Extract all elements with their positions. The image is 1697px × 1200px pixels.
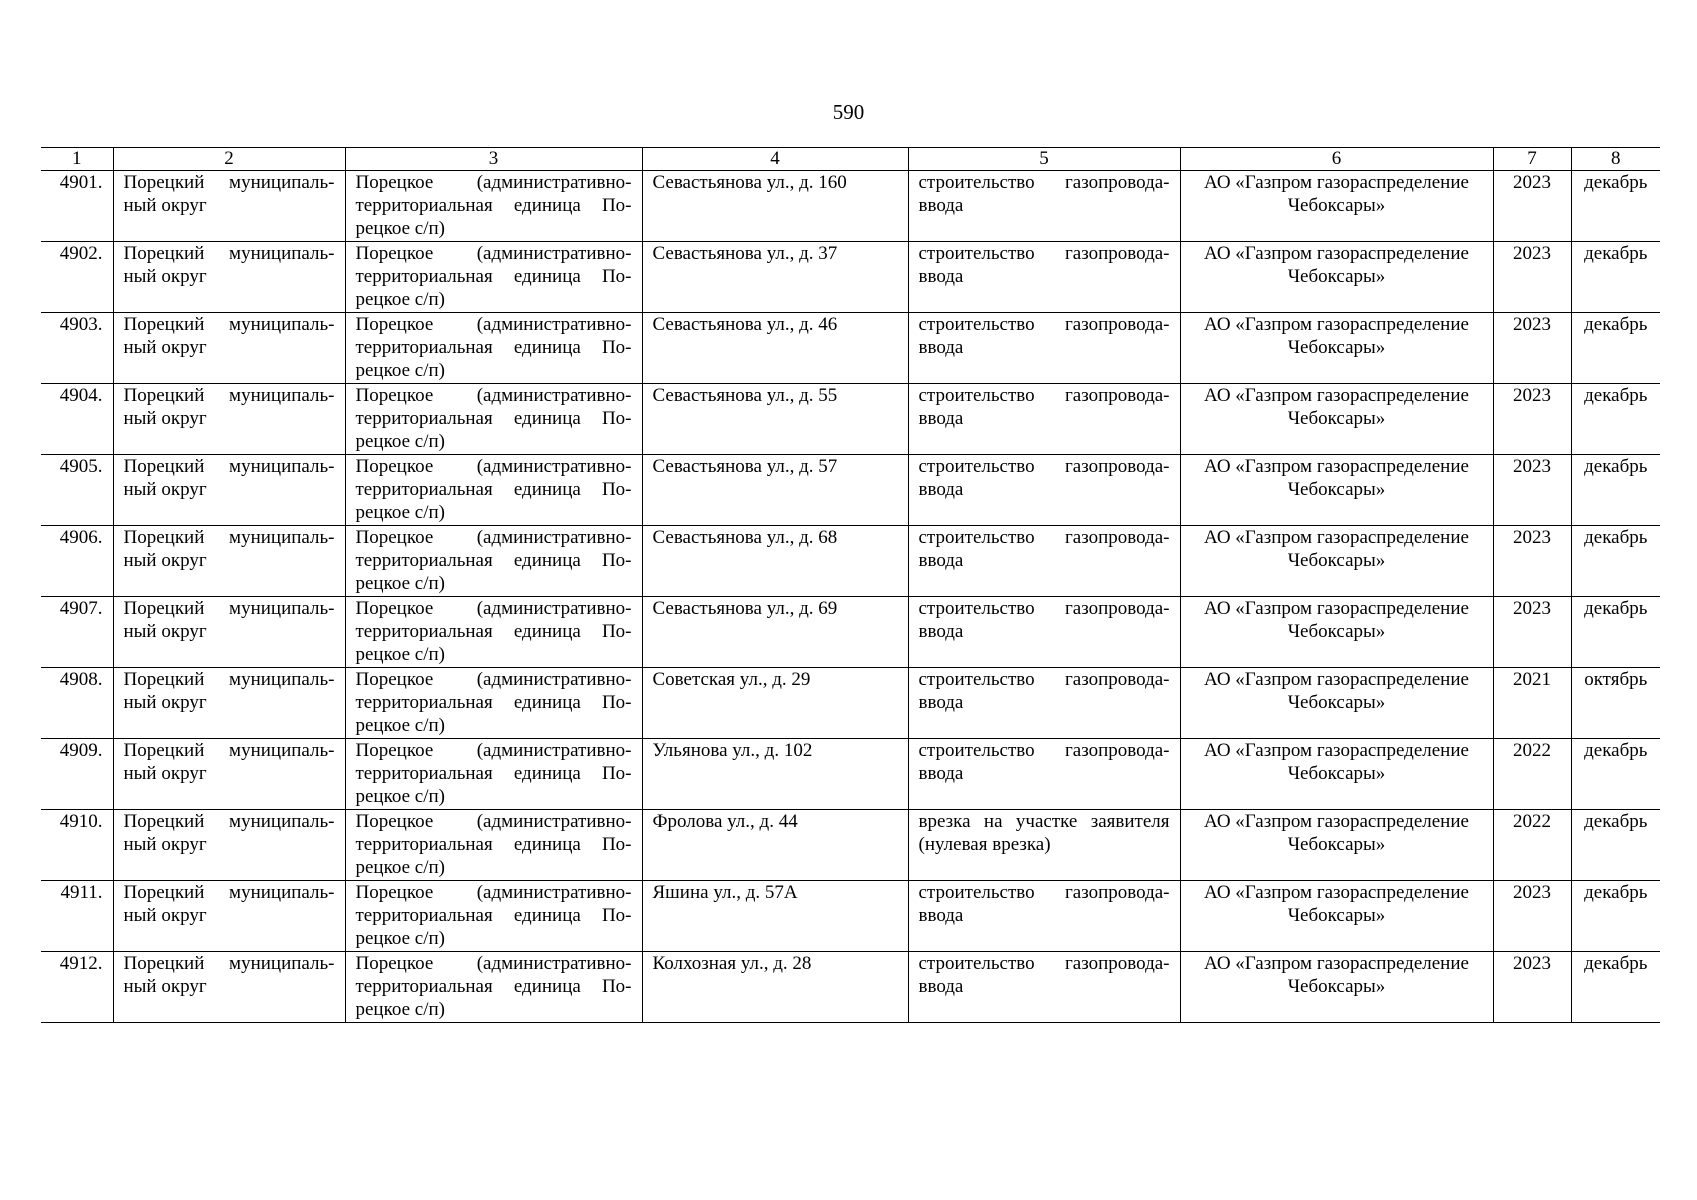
address-cell: Советская ул., д. 29 — [642, 668, 908, 739]
organization-cell: АО «Газпром газораспределение Чебоксары» — [1180, 810, 1493, 881]
month-cell: декабрь — [1571, 881, 1660, 952]
table-row — [41, 810, 1660, 881]
settlement-cell: Порецкое (административно-территориальная единица По-рецкое с/п) — [345, 597, 642, 668]
settlement-cell: Порецкое (административно-территориальная единица По-рецкое с/п) — [345, 668, 642, 739]
column-header: 1 — [41, 148, 113, 171]
settlement-cell: Порецкое (административно-территориальная единица По-рецкое с/п) — [345, 952, 642, 1023]
work-type-cell: строительство газопровода-ввода — [908, 668, 1180, 739]
month-cell: декабрь — [1571, 952, 1660, 1023]
table-body — [41, 171, 1660, 1023]
organization-cell: АО «Газпром газораспределение Чебоксары» — [1180, 313, 1493, 384]
settlement-cell: Порецкое (административно-территориальная единица По-рецкое с/п) — [345, 242, 642, 313]
work-type-cell: строительство газопровода-ввода — [908, 526, 1180, 597]
address-cell: Ульянова ул., д. 102 — [642, 739, 908, 810]
month-cell: октябрь — [1571, 668, 1660, 739]
settlement-cell: Порецкое (административно-территориальная единица По-рецкое с/п) — [345, 384, 642, 455]
work-type-cell: врезка на участке заявителя (нулевая врезка) — [908, 810, 1180, 881]
work-type-cell: строительство газопровода-ввода — [908, 242, 1180, 313]
work-type-cell: строительство газопровода-ввода — [908, 597, 1180, 668]
table-row — [41, 171, 1660, 242]
table-row — [41, 597, 1660, 668]
column-header: 6 — [1180, 148, 1493, 171]
row-number-cell: 4912. — [41, 952, 113, 1023]
work-type-cell: строительство газопровода-ввода — [908, 881, 1180, 952]
district-cell: Порецкий муниципаль-ный округ — [113, 881, 345, 952]
settlement-cell: Порецкое (административно-территориальная единица По-рецкое с/п) — [345, 171, 642, 242]
address-cell: Севастьянова ул., д. 160 — [642, 171, 908, 242]
month-cell: декабрь — [1571, 597, 1660, 668]
year-cell: 2023 — [1493, 242, 1571, 313]
district-cell: Порецкий муниципаль-ный округ — [113, 810, 345, 881]
row-number-cell: 4910. — [41, 810, 113, 881]
district-cell: Порецкий муниципаль-ный округ — [113, 739, 345, 810]
organization-cell: АО «Газпром газораспределение Чебоксары» — [1180, 455, 1493, 526]
organization-cell: АО «Газпром газораспределение Чебоксары» — [1180, 384, 1493, 455]
header-row — [41, 148, 1660, 171]
district-cell: Порецкий муниципаль-ный округ — [113, 455, 345, 526]
table-row — [41, 526, 1660, 597]
settlement-cell: Порецкое (административно-территориальная единица По-рецкое с/п) — [345, 739, 642, 810]
address-cell: Севастьянова ул., д. 55 — [642, 384, 908, 455]
year-cell: 2023 — [1493, 952, 1571, 1023]
month-cell: декабрь — [1571, 171, 1660, 242]
district-cell: Порецкий муниципаль-ный округ — [113, 597, 345, 668]
address-cell: Колхозная ул., д. 28 — [642, 952, 908, 1023]
address-cell: Севастьянова ул., д. 46 — [642, 313, 908, 384]
district-cell: Порецкий муниципаль-ный округ — [113, 526, 345, 597]
district-cell: Порецкий муниципаль-ный округ — [113, 384, 345, 455]
row-number-cell: 4906. — [41, 526, 113, 597]
address-cell: Севастьянова ул., д. 69 — [642, 597, 908, 668]
year-cell: 2023 — [1493, 384, 1571, 455]
table-row — [41, 313, 1660, 384]
row-number-cell: 4908. — [41, 668, 113, 739]
row-number-cell: 4909. — [41, 739, 113, 810]
column-header: 3 — [345, 148, 642, 171]
row-number-cell: 4911. — [41, 881, 113, 952]
month-cell: декабрь — [1571, 526, 1660, 597]
address-cell: Яшина ул., д. 57А — [642, 881, 908, 952]
table-row — [41, 668, 1660, 739]
year-cell: 2021 — [1493, 668, 1571, 739]
organization-cell: АО «Газпром газораспределение Чебоксары» — [1180, 526, 1493, 597]
year-cell: 2023 — [1493, 313, 1571, 384]
row-number-cell: 4901. — [41, 171, 113, 242]
organization-cell: АО «Газпром газораспределение Чебоксары» — [1180, 171, 1493, 242]
work-type-cell: строительство газопровода-ввода — [908, 455, 1180, 526]
table-row — [41, 384, 1660, 455]
settlement-cell: Порецкое (административно-территориальная единица По-рецкое с/п) — [345, 455, 642, 526]
month-cell: декабрь — [1571, 810, 1660, 881]
column-header: 5 — [908, 148, 1180, 171]
organization-cell: АО «Газпром газораспределение Чебоксары» — [1180, 952, 1493, 1023]
address-cell: Севастьянова ул., д. 57 — [642, 455, 908, 526]
address-cell: Фролова ул., д. 44 — [642, 810, 908, 881]
address-cell: Севастьянова ул., д. 68 — [642, 526, 908, 597]
year-cell: 2023 — [1493, 881, 1571, 952]
year-cell: 2022 — [1493, 739, 1571, 810]
column-header: 4 — [642, 148, 908, 171]
organization-cell: АО «Газпром газораспределение Чебоксары» — [1180, 739, 1493, 810]
month-cell: декабрь — [1571, 313, 1660, 384]
organization-cell: АО «Газпром газораспределение Чебоксары» — [1180, 881, 1493, 952]
settlement-cell: Порецкое (административно-территориальная единица По-рецкое с/п) — [345, 526, 642, 597]
district-cell: Порецкий муниципаль-ный округ — [113, 952, 345, 1023]
year-cell: 2022 — [1493, 810, 1571, 881]
settlement-cell: Порецкое (административно-территориальная единица По-рецкое с/п) — [345, 313, 642, 384]
month-cell: декабрь — [1571, 384, 1660, 455]
work-type-cell: строительство газопровода-ввода — [908, 384, 1180, 455]
registry-table — [41, 147, 1660, 1023]
table-row — [41, 881, 1660, 952]
month-cell: декабрь — [1571, 739, 1660, 810]
month-cell: декабрь — [1571, 455, 1660, 526]
organization-cell: АО «Газпром газораспределение Чебоксары» — [1180, 597, 1493, 668]
settlement-cell: Порецкое (административно-территориальная единица По-рецкое с/п) — [345, 810, 642, 881]
work-type-cell: строительство газопровода-ввода — [908, 952, 1180, 1023]
organization-cell: АО «Газпром газораспределение Чебоксары» — [1180, 668, 1493, 739]
district-cell: Порецкий муниципаль-ный округ — [113, 171, 345, 242]
table-row — [41, 739, 1660, 810]
year-cell: 2023 — [1493, 171, 1571, 242]
district-cell: Порецкий муниципаль-ный округ — [113, 313, 345, 384]
settlement-cell: Порецкое (административно-территориальная единица По-рецкое с/п) — [345, 881, 642, 952]
month-cell: декабрь — [1571, 242, 1660, 313]
year-cell: 2023 — [1493, 526, 1571, 597]
table-row — [41, 455, 1660, 526]
year-cell: 2023 — [1493, 597, 1571, 668]
table-row — [41, 242, 1660, 313]
row-number-cell: 4905. — [41, 455, 113, 526]
district-cell: Порецкий муниципаль-ный округ — [113, 668, 345, 739]
year-cell: 2023 — [1493, 455, 1571, 526]
row-number-cell: 4902. — [41, 242, 113, 313]
column-header: 2 — [113, 148, 345, 171]
work-type-cell: строительство газопровода-ввода — [908, 739, 1180, 810]
row-number-cell: 4903. — [41, 313, 113, 384]
work-type-cell: строительство газопровода-ввода — [908, 313, 1180, 384]
row-number-cell: 4907. — [41, 597, 113, 668]
table-row — [41, 952, 1660, 1023]
column-header: 8 — [1571, 148, 1660, 171]
column-header: 7 — [1493, 148, 1571, 171]
page-number: 590 — [832, 100, 865, 124]
district-cell: Порецкий муниципаль-ный округ — [113, 242, 345, 313]
row-number-cell: 4904. — [41, 384, 113, 455]
organization-cell: АО «Газпром газораспределение Чебоксары» — [1180, 242, 1493, 313]
address-cell: Севастьянова ул., д. 37 — [642, 242, 908, 313]
work-type-cell: строительство газопровода-ввода — [908, 171, 1180, 242]
